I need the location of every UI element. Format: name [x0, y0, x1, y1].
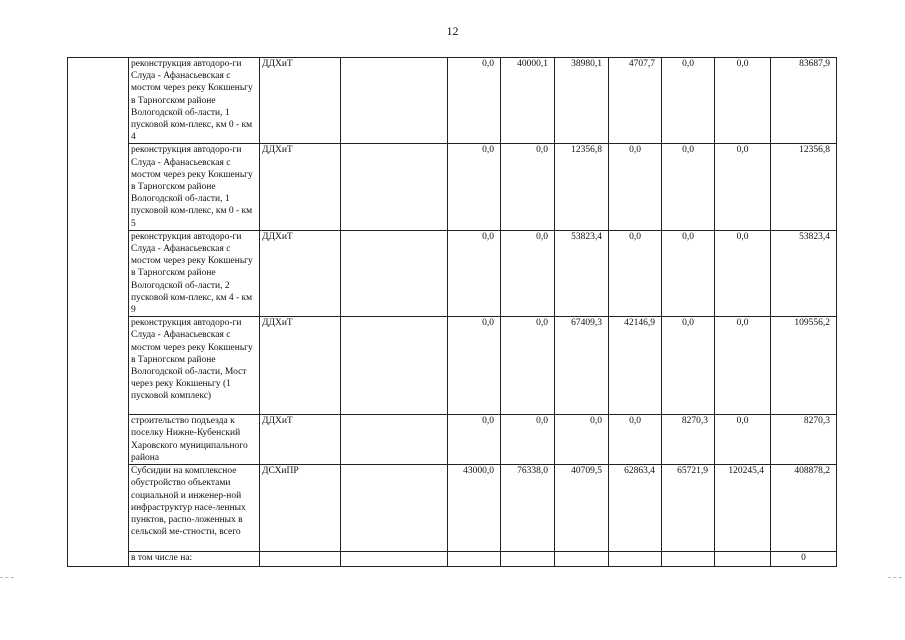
row-value-1: 0,0 [448, 317, 501, 415]
row-value-source [341, 230, 448, 316]
row-executor: ДДХиТ [260, 230, 341, 316]
empty-first-column [68, 58, 129, 567]
row-value-2: 0,0 [501, 144, 555, 230]
table-row [68, 465, 837, 552]
row-value-3: 53823,4 [555, 230, 609, 316]
left-edge-mark [0, 577, 14, 579]
row-value-5: 0,0 [662, 58, 715, 144]
row-total: 0 [771, 552, 837, 567]
row-total: 109556,2 [771, 317, 837, 415]
row-value-4: 62863,4 [609, 465, 662, 552]
row-value-1: 0,0 [448, 58, 501, 144]
page-number: 12 [446, 24, 459, 38]
row-value-3: 12356,8 [555, 144, 609, 230]
row-total: 8270,3 [771, 415, 837, 465]
row-value-3 [555, 552, 609, 567]
row-value-1: 0,0 [448, 415, 501, 465]
row-value-3: 40709,5 [555, 465, 609, 552]
row-value-4: 0,0 [609, 144, 662, 230]
right-edge-mark [888, 577, 902, 579]
row-description: Субсидии на комплексное обустройство объектами социальной и инженер-ной инфраструктур насе-ленных пунктов, распо-ложенных в сельской ме-стности, всего [129, 465, 260, 552]
row-description: реконструкция автодоро-ги Слуда - Афанасьевская с мостом через реку Кокшеньгу в Тарногском районе Вологодской об-ласти, Мост через реку Кокшеньгу (1 пусковой комплекс) [129, 317, 260, 415]
row-value-3: 0,0 [555, 415, 609, 465]
row-executor: ДДХиТ [260, 317, 341, 415]
table-row [68, 58, 837, 144]
row-value-source [341, 144, 448, 230]
row-description: в том числе на: [129, 552, 260, 567]
row-description: реконструкция автодоро-ги Слуда - Афанасьевская с мостом через реку Кокшеньгу в Тарногском районе Вологодской об-ласти, 1 пусковой ком-плекс, км 0 - км 4 [129, 58, 260, 144]
row-executor: ДДХиТ [260, 58, 341, 144]
table-row [68, 230, 837, 316]
row-description: строительство подъезда к поселку Нижне-Кубенский Харовского муниципального района [129, 415, 260, 465]
row-value-2: 0,0 [501, 415, 555, 465]
row-total: 83687,9 [771, 58, 837, 144]
row-value-4: 4707,7 [609, 58, 662, 144]
row-value-6: 0,0 [715, 415, 771, 465]
table-row [68, 317, 837, 415]
row-value-1 [448, 552, 501, 567]
row-value-5: 0,0 [662, 230, 715, 316]
row-value-5 [662, 552, 715, 567]
budget-table [67, 57, 837, 567]
row-value-2: 40000,1 [501, 58, 555, 144]
row-total: 12356,8 [771, 144, 837, 230]
table-row [68, 552, 837, 567]
row-value-1: 43000,0 [448, 465, 501, 552]
row-value-5: 0,0 [662, 144, 715, 230]
row-value-6: 0,0 [715, 144, 771, 230]
row-value-source [341, 415, 448, 465]
row-value-5: 0,0 [662, 317, 715, 415]
row-value-4: 0,0 [609, 230, 662, 316]
row-value-6: 0,0 [715, 230, 771, 316]
row-value-2: 0,0 [501, 230, 555, 316]
row-total: 408878,2 [771, 465, 837, 552]
row-total: 53823,4 [771, 230, 837, 316]
row-value-source [341, 552, 448, 567]
row-value-3: 38980,1 [555, 58, 609, 144]
row-value-5: 65721,9 [662, 465, 715, 552]
row-value-1: 0,0 [448, 230, 501, 316]
table-row [68, 415, 837, 465]
row-value-6 [715, 552, 771, 567]
row-value-4 [609, 552, 662, 567]
row-value-6: 120245,4 [715, 465, 771, 552]
row-value-4: 42146,9 [609, 317, 662, 415]
row-value-6: 0,0 [715, 317, 771, 415]
row-value-6: 0,0 [715, 58, 771, 144]
row-value-source [341, 58, 448, 144]
row-description: реконструкция автодоро-ги Слуда - Афанасьевская с мостом через реку Кокшеньгу в Тарногском районе Вологодской об-ласти, 2 пусковой ком-плекс, км 4 - км 9 [129, 230, 260, 316]
table-row [68, 144, 837, 230]
row-value-2 [501, 552, 555, 567]
row-value-source [341, 465, 448, 552]
row-executor [260, 552, 341, 567]
row-executor: ДСХиПР [260, 465, 341, 552]
row-value-source [341, 317, 448, 415]
row-description: реконструкция автодоро-ги Слуда - Афанасьевская с мостом через реку Кокшеньгу в Тарногском районе Вологодской об-ласти, 1 пусковой ком-плекс, км 0 - км 5 [129, 144, 260, 230]
row-executor: ДДХиТ [260, 415, 341, 465]
row-value-2: 0,0 [501, 317, 555, 415]
row-value-2: 76338,0 [501, 465, 555, 552]
row-value-3: 67409,3 [555, 317, 609, 415]
row-value-1: 0,0 [448, 144, 501, 230]
row-executor: ДДХиТ [260, 144, 341, 230]
row-value-5: 8270,3 [662, 415, 715, 465]
row-value-4: 0,0 [609, 415, 662, 465]
